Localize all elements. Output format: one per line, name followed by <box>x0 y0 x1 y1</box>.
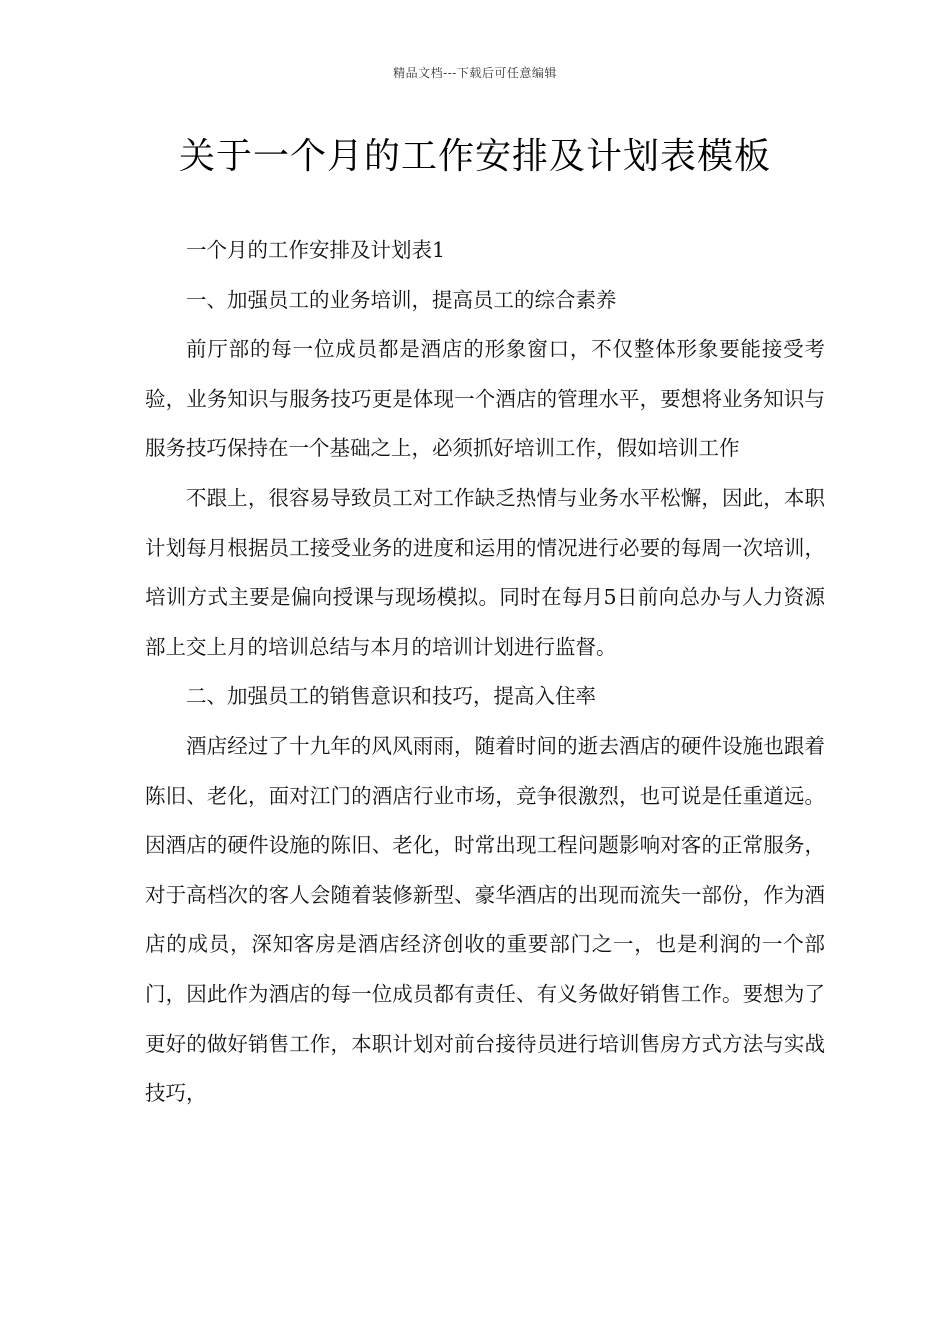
section-heading: 二、加强员工的销售意识和技巧，提高入住率 <box>186 684 596 709</box>
document-title: 关于一个月的工作安排及计划表模板 <box>178 136 771 177</box>
header-note: 精品文档---下载后可任意编辑 <box>393 66 557 80</box>
section-heading: 一个月的工作安排及计划表1 <box>186 238 446 262</box>
section-heading: 一、加强员工的业务培训，提高员工的综合素养 <box>186 287 617 312</box>
document-body <box>145 226 825 1119</box>
body-paragraph: 酒店经过了十九年的风风雨雨，随着时间的逝去酒店的硬件设施也跟着陈旧、老化，面对江门的酒店行业市场，竞争很激烈，也可说是任重道远。因酒店的硬件设施的陈旧、老化，时常出现工程问题影响对客的正常服务，对于高档次的客人会随着装修新型、豪华酒店的出现而流失一部份，作为酒店的成员，深知客房是酒店经济创收的重要部门之一，也是利润的一个部门，因此作为酒店的每一位成员都有责任、有义务做好销售工作。要想为了更好的做好销售工作，本职计划对前台接待员进行培训售房方式方法与实战技巧， <box>145 733 825 1106</box>
body-paragraph: 前厅部的每一位成员都是酒店的形象窗口，不仅整体形象要能接受考验，业务知识与服务技巧更是体现一个酒店的管理水平，要想将业务知识与服务技巧保持在一个基础之上，必须抓好培训工作，假如培训工作 <box>145 337 825 461</box>
body-paragraph: 不跟上，很容易导致员工对工作缺乏热情与业务水平松懈，因此，本职计划每月根据员工接受业务的进度和运用的情况进行必要的每周一次培训，培训方式主要是偏向授课与现场模拟。同时在每月5日前向总办与人力资源部上交上月的培训总结与本月的培训计划进行监督。 <box>145 485 825 659</box>
